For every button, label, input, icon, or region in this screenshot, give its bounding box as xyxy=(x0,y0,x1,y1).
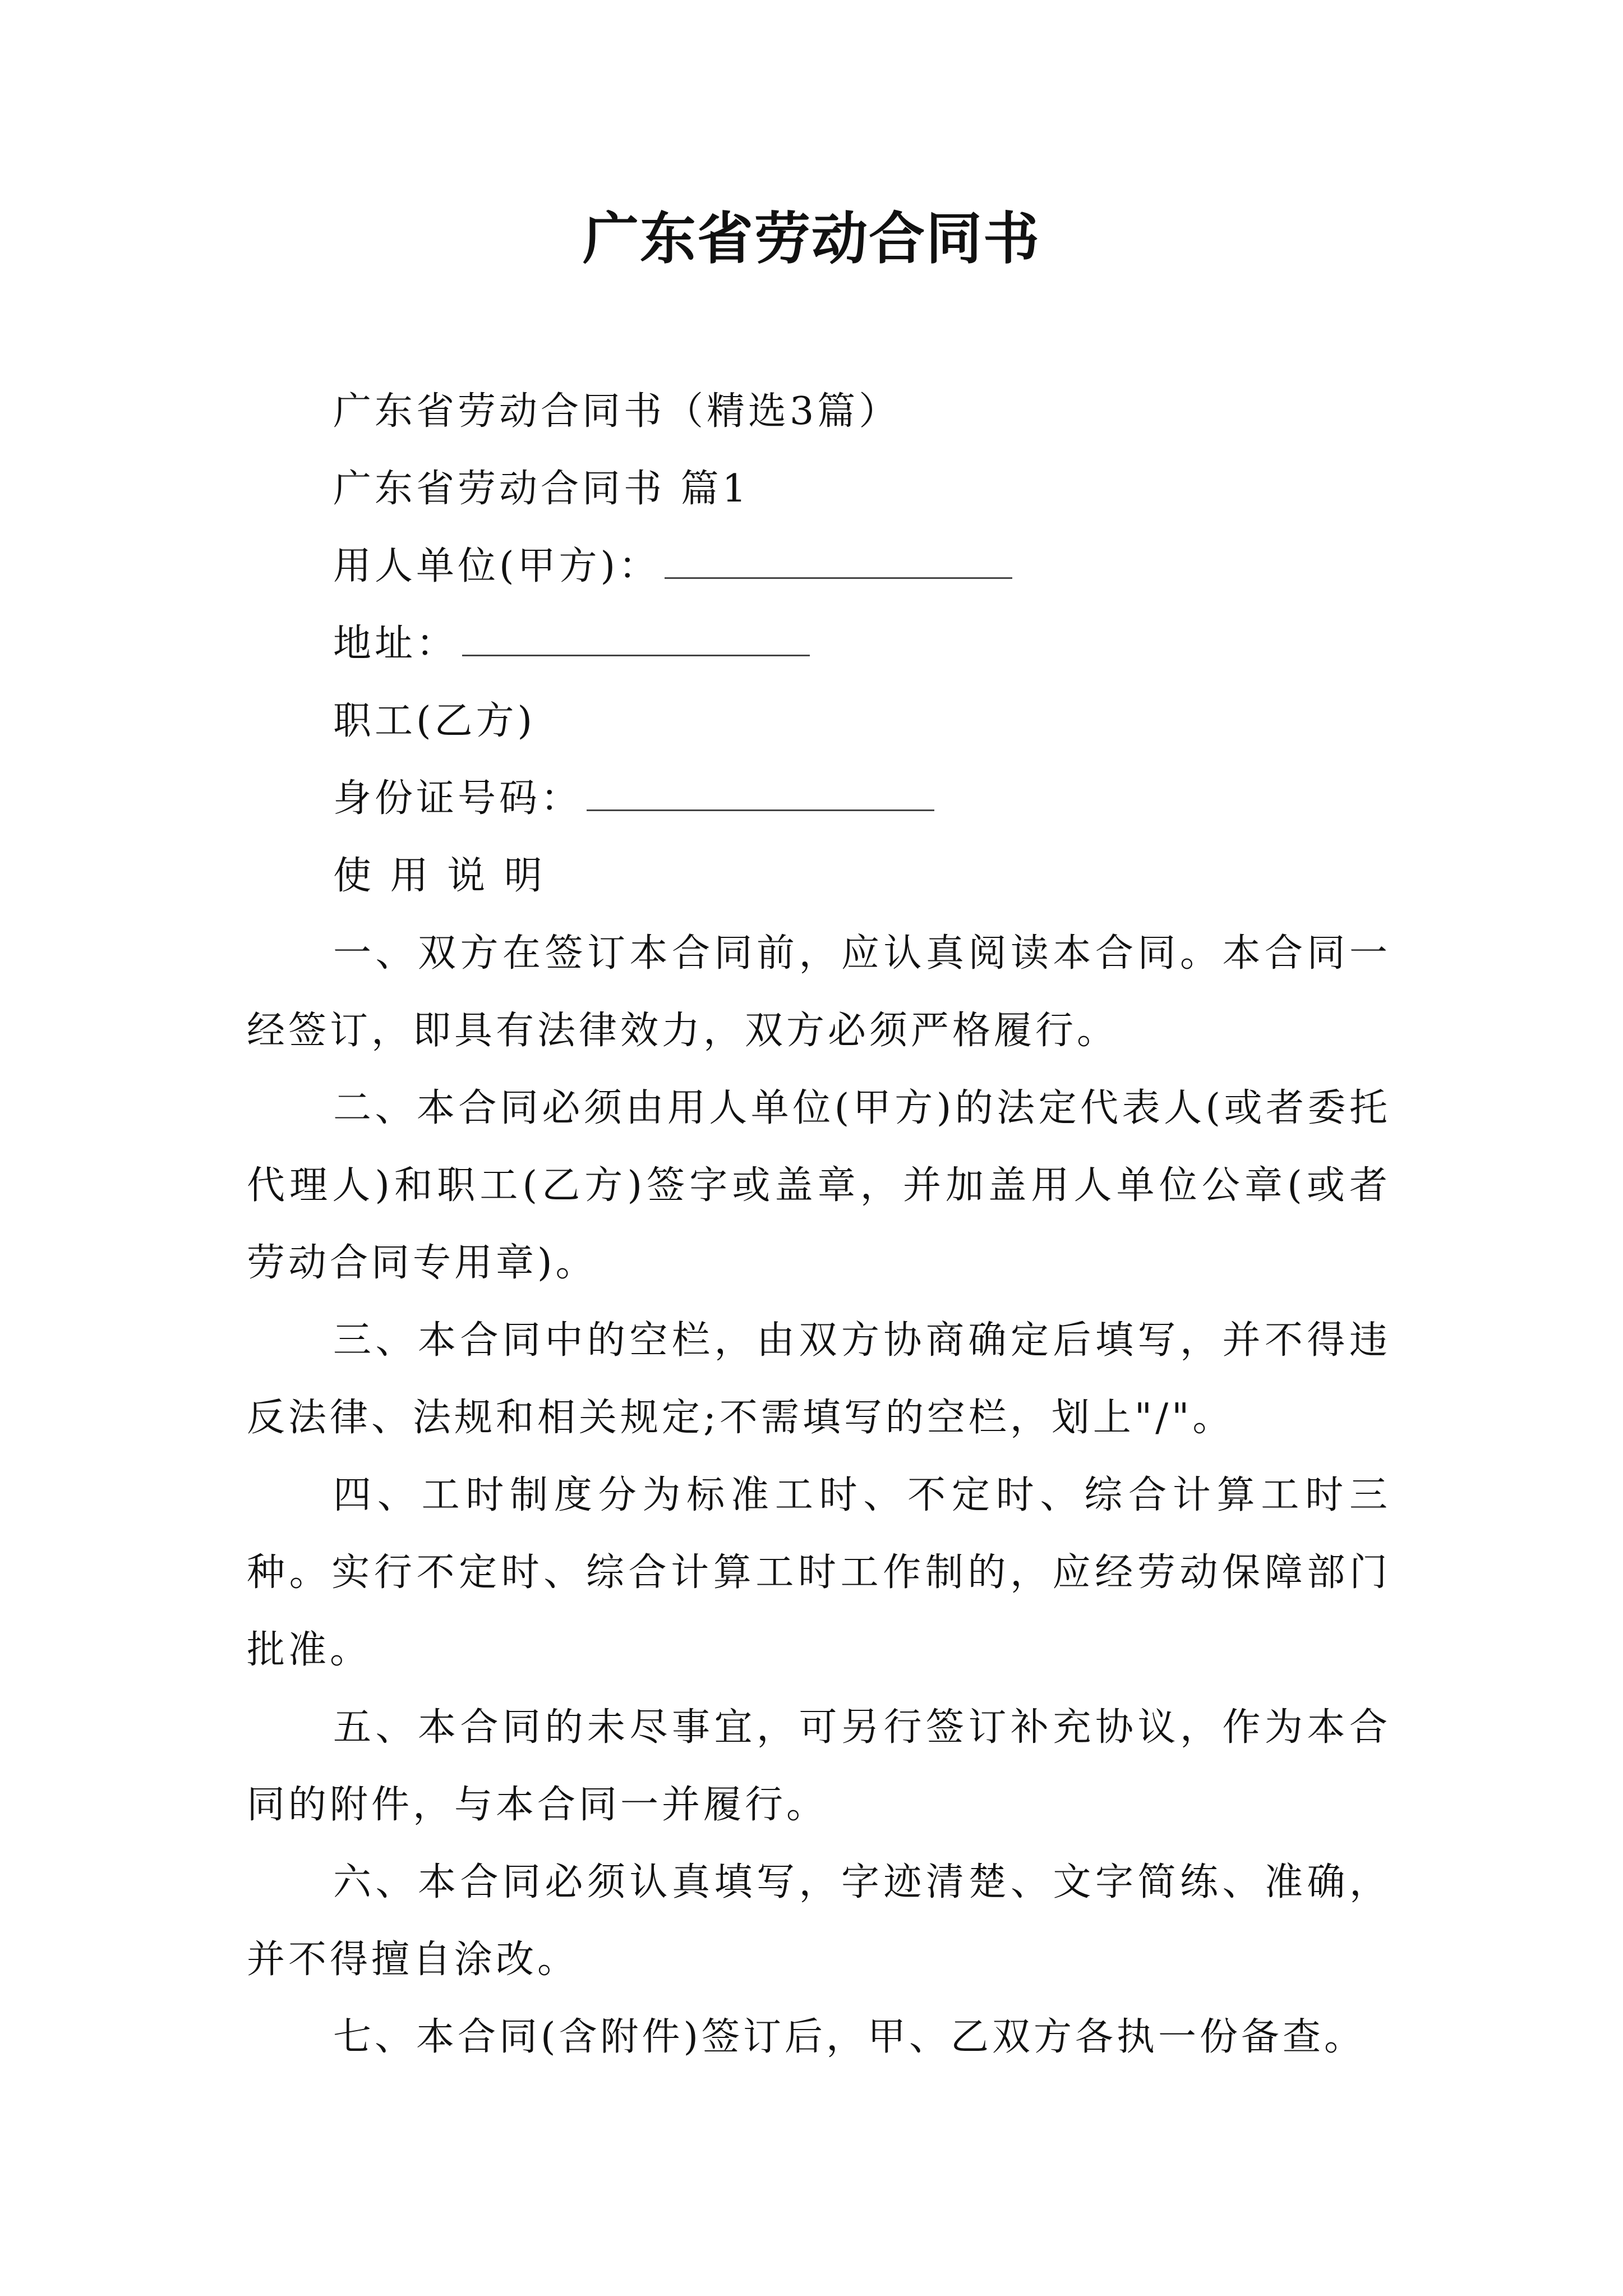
document-body xyxy=(247,373,1391,2076)
instructions-heading: 使 用 说 明 xyxy=(333,854,546,898)
document-subtitle: 广东省劳动合同书（精选3篇） xyxy=(333,389,901,434)
id-number-field xyxy=(247,760,1391,838)
employer-field xyxy=(247,528,1391,605)
instruction-paragraph: 六、本合同必须认真填写，字迹清楚、文字简练、准确，并不得擅自涂改。 xyxy=(247,1860,1391,1982)
employee-field xyxy=(247,683,1391,760)
employer-blank-line xyxy=(665,548,1012,579)
address-label: 地址： xyxy=(333,622,458,666)
instruction-paragraph: 三、本合同中的空栏，由双方协商确定后填写，并不得违反法律、法规和相关规定;不需填写的空栏，划上"/"。 xyxy=(247,1318,1391,1440)
address-blank-line xyxy=(462,625,810,656)
employee-label: 职工(乙方) xyxy=(333,699,536,743)
id-number-blank-line xyxy=(587,780,934,811)
instruction-paragraph: 五、本合同的未尽事宜，可另行签订补充协议，作为本合同的附件，与本合同一并履行。 xyxy=(247,1705,1391,1827)
id-number-label: 身份证号码： xyxy=(333,776,583,821)
instruction-paragraph: 二、本合同必须由用人单位(甲方)的法定代表人(或者委托代理人)和职工(乙方)签字或盖章，并加盖用人单位公章(或者劳动合同专用章)。 xyxy=(247,1086,1391,1285)
instruction-paragraph: 四、工时制度分为标准工时、不定时、综合计算工时三种。实行不定时、综合计算工时工作制的，应经劳动保障部门批准。 xyxy=(247,1473,1391,1672)
address-field xyxy=(247,605,1391,683)
section-heading: 广东省劳动合同书 篇1 xyxy=(333,467,750,511)
employer-label: 用人单位(甲方)： xyxy=(333,544,661,588)
instruction-paragraph: 一、双方在签订本合同前，应认真阅读本合同。本合同一经签订，即具有法律效力，双方必须严格履行。 xyxy=(247,931,1391,1053)
instruction-paragraph: 七、本合同(含附件)签订后，甲、乙双方各执一份备查。 xyxy=(333,2015,1366,2059)
document-title: 广东省劳动合同书 xyxy=(583,205,1040,272)
